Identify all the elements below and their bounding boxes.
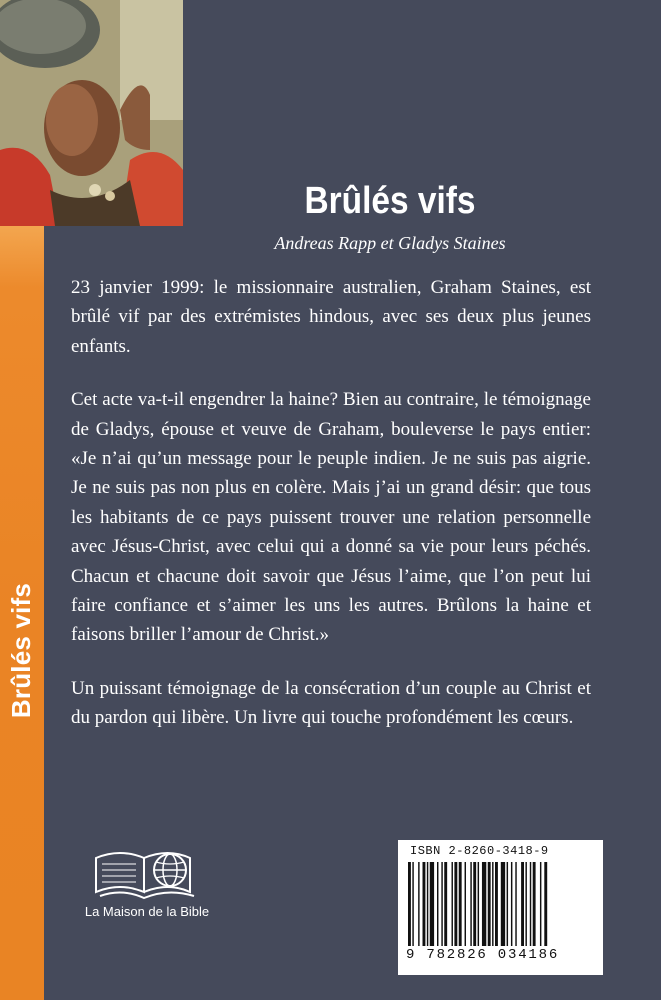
spine-title (0, 540, 44, 760)
barcode (398, 840, 603, 975)
blurb-paragraph: 23 janvier 1999: le missionnaire australien, Graham Staines, est brûlé vif par des extrémistes hindous, avec ses deux plus jeunes enfants. (71, 277, 591, 357)
book-authors: Andreas Rapp et Gladys Staines (274, 233, 506, 253)
blurb-paragraph: Un puissant témoignage de la consécration d’un couple au Christ et du pardon qui libère. Un livre qui touche profondément les cœurs. (71, 677, 591, 729)
isbn-label: ISBN 2-8260-3418-9 (410, 844, 549, 858)
spine-title-text: Brûlés vifs (6, 582, 37, 718)
ean-number: 9 782826 034186 (406, 947, 560, 963)
book-globe-logo-icon (90, 848, 202, 904)
book-title: Brûlés vifs (304, 180, 476, 222)
cover-photo (0, 0, 183, 226)
blurb (71, 273, 591, 757)
barcode-icon (406, 862, 595, 946)
publisher-name: La Maison de la Bible (84, 904, 210, 919)
publisher-logo (62, 838, 232, 928)
blurb-paragraph: Cet acte va-t-il engendrer la haine? Bien au contraire, le témoignage de Gladys, épouse et veuve de Graham, bouleverse le pays entier: «Je n’ai qu’un message pour le peuple indien. Je ne suis pas aigrie. Je ne suis pas non plus en colère. Mais j’ai un grand désir: que tous les habitants de ce pays puissent trouver une relation personnelle avec Jésus-Christ, avec celui qui a donné sa vie pour leurs péchés. Chacun et chacune doit savoir que Jésus l’aime, que l’on peut lui faire confiance et s’aimer les uns les autres. Brûlons la haine et faisons briller l’amour de Christ.» (71, 389, 591, 646)
